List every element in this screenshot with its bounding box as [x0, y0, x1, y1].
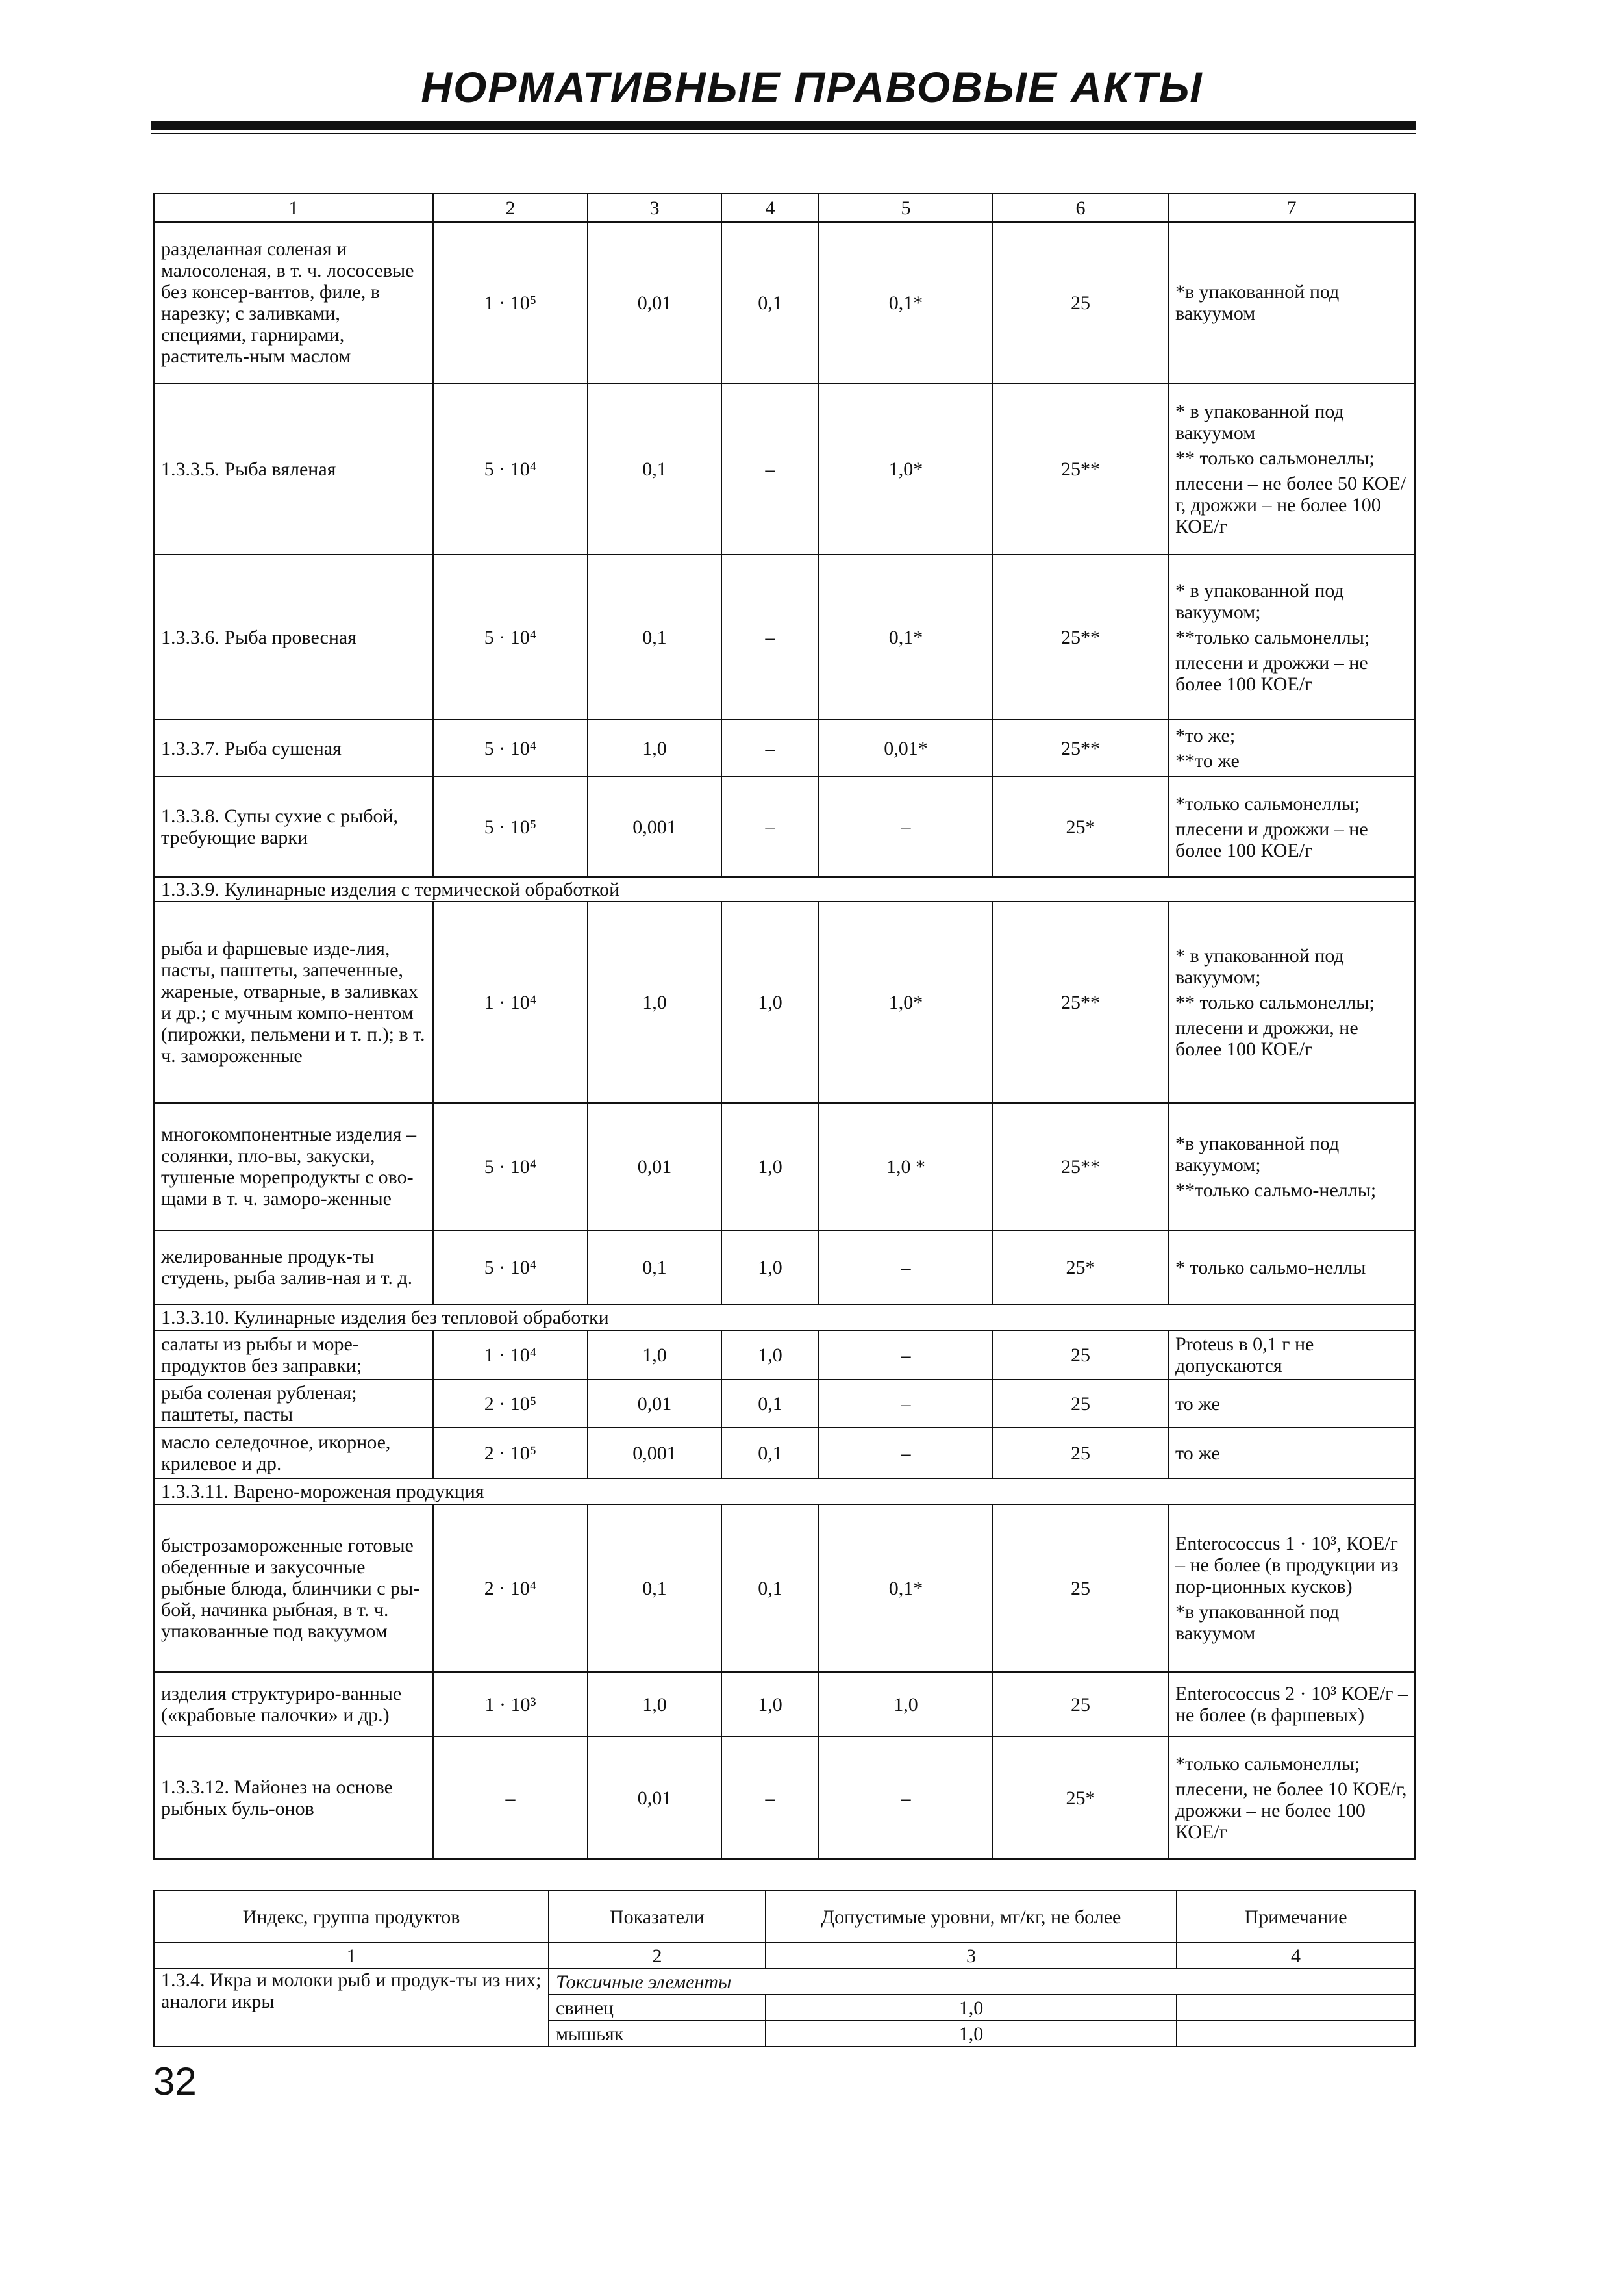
note-line: Proteus в 0,1 г не допускаются	[1175, 1333, 1314, 1376]
note-line: плесени и дрожжи – не более 100 КОЕ/г	[1175, 818, 1368, 861]
value-cell-c3: 0,1	[588, 383, 721, 555]
section-title: 1.3.3.11. Варено-мороженая продукция	[154, 1478, 1415, 1504]
value-cell-c5: 0,1*	[819, 222, 993, 383]
col-number: 7	[1168, 194, 1415, 222]
level-cell: 1,0	[766, 2021, 1177, 2047]
note-line: *только сальмонеллы;	[1175, 792, 1360, 815]
value-cell-c6: 25	[993, 1672, 1168, 1737]
product-name-cell: желированные продук-ты студень, рыба залив-ная и т. д.	[154, 1230, 433, 1304]
table-row	[154, 1504, 1415, 1672]
value-cell-c6: 25**	[993, 1103, 1168, 1230]
note-cell	[1177, 2021, 1415, 2047]
value-cell-c2: 2 · 10⁴	[433, 1504, 588, 1672]
value-cell-c3: 0,01	[588, 1103, 721, 1230]
subheader-toxic: Токсичные элементы	[549, 1969, 1415, 1995]
product-name-cell: быстрозамороженные готовые обеденные и закусочные рыбные блюда, блинчики с ры-бой, начинка рыбная, в т. ч. упакованные под вакуумом	[154, 1504, 433, 1672]
note-line: **то же	[1175, 750, 1240, 772]
col-number: 1	[154, 1943, 549, 1969]
note-line: **только сальмо-неллы;	[1175, 1179, 1377, 1201]
value-cell-c5: 0,1*	[819, 555, 993, 720]
value-cell-c6: 25	[993, 1428, 1168, 1478]
note-cell	[1168, 1504, 1415, 1672]
value-cell-c6: 25*	[993, 777, 1168, 877]
value-cell-c4: 1,0	[721, 1672, 819, 1737]
note-cell	[1168, 902, 1415, 1103]
note-cell	[1177, 1995, 1415, 2021]
value-cell-c2: 5 · 10⁵	[433, 777, 588, 877]
note-cell	[1168, 1103, 1415, 1230]
note-line: плесени и дрожжи – не более 100 КОЕ/г	[1175, 651, 1368, 695]
section-title: 1.3.3.10. Кулинарные изделия без тепловой обработки	[154, 1304, 1415, 1330]
note-line: *то же;	[1175, 725, 1236, 746]
col-number: 4	[1177, 1943, 1415, 1969]
value-cell-c3: 0,01	[588, 1380, 721, 1428]
header-index: Индекс, группа продуктов	[154, 1891, 549, 1943]
col-number: 2	[433, 194, 588, 222]
value-cell-c4: –	[721, 383, 819, 555]
note-cell	[1168, 1672, 1415, 1737]
note-cell	[1168, 555, 1415, 720]
table-row	[154, 1428, 1415, 1478]
product-group: 1.3.4. Икра и молоки рыб и продук-ты из них; аналоги икры	[154, 1969, 549, 2047]
value-cell-c4: 1,0	[721, 1103, 819, 1230]
value-cell-c4: –	[721, 555, 819, 720]
product-name-cell: салаты из рыбы и море-продуктов без заправки;	[154, 1330, 433, 1380]
value-cell-c6: 25*	[993, 1230, 1168, 1304]
value-cell-c5: –	[819, 1230, 993, 1304]
page-number: 32	[153, 2060, 197, 2103]
note-cell	[1168, 1230, 1415, 1304]
note-line: то же	[1175, 1393, 1220, 1415]
note-cell	[1168, 1428, 1415, 1478]
value-cell-c3: 0,001	[588, 777, 721, 877]
value-cell-c5: –	[819, 777, 993, 877]
value-cell-c3: 0,1	[588, 1230, 721, 1304]
value-cell-c5: 1,0*	[819, 383, 993, 555]
value-cell-c2: 5 · 10⁴	[433, 555, 588, 720]
value-cell-c4: 1,0	[721, 1330, 819, 1380]
product-name-cell: многокомпонентные изделия – солянки, пло-вы, закуски, тушеные морепродукты с ово-щами в т. ч. заморо-женные	[154, 1103, 433, 1230]
value-cell-c4: –	[721, 720, 819, 777]
value-cell-c4: 0,1	[721, 1380, 819, 1428]
col-number: 3	[588, 194, 721, 222]
product-name-cell: изделия структуриро-ванные («крабовые палочки» и др.)	[154, 1672, 433, 1737]
note-line: *в упакованной под вакуумом	[1175, 1600, 1340, 1644]
value-cell-c2: 1 · 10³	[433, 1672, 588, 1737]
value-cell-c6: 25**	[993, 720, 1168, 777]
note-line: Enterococcus 2 · 10³ КОЕ/г – не более (в фаршевых)	[1175, 1683, 1408, 1726]
col-number: 2	[549, 1943, 766, 1969]
note-line: плесени, не более 10 КОЕ/г, дрожжи – не более 100 КОЕ/г	[1175, 1778, 1407, 1843]
indicator-cell: свинец	[549, 1995, 766, 2021]
value-cell-c6: 25**	[993, 555, 1168, 720]
note-cell	[1168, 1737, 1415, 1859]
table-row	[154, 1330, 1415, 1380]
value-cell-c2: 1 · 10⁵	[433, 222, 588, 383]
col-number: 4	[721, 194, 819, 222]
section-row	[154, 1304, 1415, 1330]
note-line: ** только сальмонеллы;	[1175, 991, 1375, 1013]
page-header-title: НОРМАТИВНЫЕ ПРАВОВЫЕ АКТЫ	[421, 63, 1203, 111]
value-cell-c2: 1 · 10⁴	[433, 902, 588, 1103]
note-line: * только сальмо-неллы	[1175, 1256, 1366, 1278]
section-title: 1.3.3.9. Кулинарные изделия с термической обработкой	[154, 877, 1415, 902]
value-cell-c5: 0,01*	[819, 720, 993, 777]
note-line: * в упакованной под вакуумом	[1175, 401, 1344, 444]
value-cell-c5: –	[819, 1330, 993, 1380]
value-cell-c2: 1 · 10⁴	[433, 1330, 588, 1380]
col-number: 3	[766, 1943, 1177, 1969]
table-row	[154, 222, 1415, 383]
value-cell-c5: 1,0*	[819, 902, 993, 1103]
note-line: Enterococcus 1 · 10³, КОЕ/г – не более (в продукции из пор-ционных кусков)	[1175, 1532, 1399, 1597]
value-cell-c6: 25**	[993, 902, 1168, 1103]
value-cell-c4: 1,0	[721, 1230, 819, 1304]
value-cell-c3: 0,1	[588, 1504, 721, 1672]
product-name-cell: рыба и фаршевые изде-лия, пасты, паштеты, запеченные, жареные, отварные, в заливках и др.; с мучным компо-нентом (пирожки, пельмени и т. п.); в т. ч. замороженные	[154, 902, 433, 1103]
value-cell-c2: 5 · 10⁴	[433, 383, 588, 555]
value-cell-c5: –	[819, 1428, 993, 1478]
value-cell-c2: 2 · 10⁵	[433, 1380, 588, 1428]
note-line: плесени и дрожжи, не более 100 КОЕ/г	[1175, 1017, 1358, 1060]
value-cell-c6: 25	[993, 1380, 1168, 1428]
toxic-elements-table	[153, 1890, 1416, 2047]
value-cell-c5: –	[819, 1737, 993, 1859]
header-rule	[151, 121, 1416, 130]
value-cell-c2: –	[433, 1737, 588, 1859]
section-row	[154, 877, 1415, 902]
value-cell-c3: 1,0	[588, 720, 721, 777]
value-cell-c4: 0,1	[721, 1428, 819, 1478]
note-line: то же	[1175, 1442, 1220, 1464]
indicator-cell: мышьяк	[549, 2021, 766, 2047]
header-note: Примечание	[1177, 1891, 1415, 1943]
value-cell-c2: 2 · 10⁵	[433, 1428, 588, 1478]
value-cell-c3: 0,001	[588, 1428, 721, 1478]
column-number-row	[154, 194, 1415, 222]
value-cell-c4: –	[721, 1737, 819, 1859]
table-row	[154, 1103, 1415, 1230]
header-levels: Допустимые уровни, мг/кг, не более	[766, 1891, 1177, 1943]
note-line: **только сальмонеллы;	[1175, 626, 1370, 648]
table-row	[154, 1230, 1415, 1304]
value-cell-c6: 25	[993, 222, 1168, 383]
value-cell-c4: 0,1	[721, 222, 819, 383]
product-name-cell: масло селедочное, икорное, крилевое и др.	[154, 1428, 433, 1478]
table-row	[154, 777, 1415, 877]
value-cell-c4: –	[721, 777, 819, 877]
col-number: 6	[993, 194, 1168, 222]
value-cell-c2: 5 · 10⁴	[433, 1230, 588, 1304]
product-name-cell: 1.3.3.12. Майонез на основе рыбных буль-онов	[154, 1737, 433, 1859]
value-cell-c3: 0,01	[588, 222, 721, 383]
product-name-cell: 1.3.3.8. Супы сухие с рыбой, требующие варки	[154, 777, 433, 877]
value-cell-c3: 0,01	[588, 1737, 721, 1859]
value-cell-c5: 1,0 *	[819, 1103, 993, 1230]
product-name-cell: рыба соленая рубленая; паштеты, пасты	[154, 1380, 433, 1428]
col-number: 5	[819, 194, 993, 222]
value-cell-c4: 1,0	[721, 902, 819, 1103]
level-cell: 1,0	[766, 1995, 1177, 2021]
table-row	[154, 1737, 1415, 1859]
value-cell-c6: 25	[993, 1504, 1168, 1672]
value-cell-c6: 25*	[993, 1737, 1168, 1859]
note-cell	[1168, 720, 1415, 777]
note-cell	[1168, 383, 1415, 555]
value-cell-c3: 0,1	[588, 555, 721, 720]
col-number: 1	[154, 194, 433, 222]
table-row	[154, 383, 1415, 555]
value-cell-c3: 1,0	[588, 1672, 721, 1737]
note-line: *только сальмонеллы;	[1175, 1753, 1360, 1775]
table-row	[154, 1672, 1415, 1737]
value-cell-c5: –	[819, 1380, 993, 1428]
note-cell	[1168, 1330, 1415, 1380]
header-indicators: Показатели	[549, 1891, 766, 1943]
value-cell-c5: 1,0	[819, 1672, 993, 1737]
note-line: * в упакованной под вакуумом;	[1175, 579, 1344, 623]
note-cell	[1168, 777, 1415, 877]
value-cell-c3: 1,0	[588, 1330, 721, 1380]
product-name-cell: 1.3.3.7. Рыба сушеная	[154, 720, 433, 777]
value-cell-c6: 25**	[993, 383, 1168, 555]
product-name-cell: 1.3.3.6. Рыба провесная	[154, 555, 433, 720]
note-line: ** только сальмонеллы;	[1175, 448, 1375, 469]
note-cell	[1168, 222, 1415, 383]
table-row	[154, 555, 1415, 720]
table-row	[154, 902, 1415, 1103]
table-row	[154, 720, 1415, 777]
header-rule-thin	[151, 133, 1416, 134]
section-row	[154, 1478, 1415, 1504]
note-cell	[1168, 1380, 1415, 1428]
value-cell-c5: 0,1*	[819, 1504, 993, 1672]
note-line: плесени – не более 50 КОЕ/г, дрожжи – не более 100 КОЕ/г	[1175, 473, 1406, 537]
product-name-cell: 1.3.3.5. Рыба вяленая	[154, 383, 433, 555]
value-cell-c2: 5 · 10⁴	[433, 720, 588, 777]
microbiology-norms-table	[153, 193, 1416, 1860]
product-name-cell: разделанная соленая и малосоленая, в т. ч. лососевые без консер-вантов, филе, в нарезку; с заливками, специями, гарнирами, раститель-ным маслом	[154, 222, 433, 383]
note-line: * в упакованной под вакуумом;	[1175, 944, 1344, 988]
value-cell-c3: 1,0	[588, 902, 721, 1103]
value-cell-c4: 0,1	[721, 1504, 819, 1672]
table-row	[154, 1380, 1415, 1428]
value-cell-c2: 5 · 10⁴	[433, 1103, 588, 1230]
value-cell-c6: 25	[993, 1330, 1168, 1380]
note-line: *в упакованной под вакуумом;	[1175, 1132, 1340, 1176]
note-line: *в упакованной под вакуумом	[1175, 281, 1340, 324]
